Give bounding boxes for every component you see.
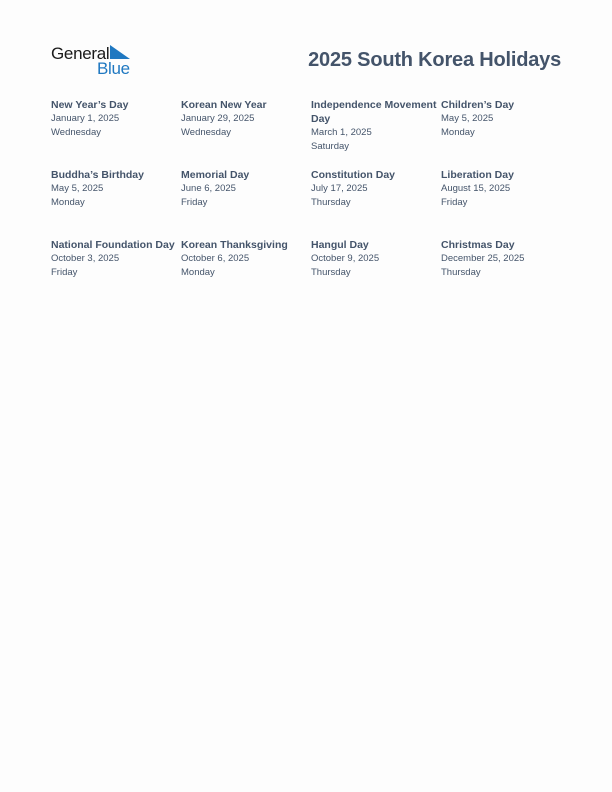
holiday-name: Children’s Day [441, 99, 515, 111]
holiday-item [181, 168, 311, 238]
holiday-weekday: Thursday [311, 196, 351, 208]
holiday-weekday: Friday [181, 196, 208, 208]
logo-general-text: General [51, 44, 110, 63]
logo-blue-text: Blue [97, 59, 130, 78]
holiday-grid [51, 98, 571, 308]
holiday-date: October 6, 2025 [181, 253, 250, 264]
holiday-name: Memorial Day [181, 169, 250, 181]
holiday-date: July 17, 2025 [311, 183, 368, 194]
holiday-name: Constitution Day [311, 169, 395, 181]
holiday-item [51, 98, 181, 168]
holiday-weekday: Thursday [311, 266, 351, 278]
holiday-name: Korean New Year [181, 99, 267, 111]
holiday-name: Independence Movement Day [311, 99, 437, 125]
holiday-item [51, 168, 181, 238]
holiday-weekday: Monday [181, 266, 215, 278]
holiday-weekday: Monday [441, 126, 475, 138]
holiday-item [311, 168, 441, 238]
holiday-date: January 29, 2025 [181, 113, 255, 124]
holiday-name: New Year’s Day [51, 99, 129, 111]
page-title: 2025 South Korea Holidays [308, 49, 561, 71]
holiday-name: Liberation Day [441, 169, 514, 181]
holiday-item [181, 238, 311, 308]
holiday-date: March 1, 2025 [311, 127, 372, 138]
holiday-item [181, 98, 311, 168]
holiday-name: Christmas Day [441, 239, 515, 251]
holiday-weekday: Monday [51, 196, 85, 208]
holiday-weekday: Thursday [441, 266, 481, 278]
holiday-name: National Foundation Day [51, 239, 175, 251]
holiday-item [441, 98, 571, 168]
holiday-date: January 1, 2025 [51, 113, 120, 124]
generalblue-logo [51, 44, 141, 78]
holiday-date: May 5, 2025 [441, 113, 494, 124]
holiday-name: Hangul Day [311, 239, 369, 251]
logo-flag-icon [110, 45, 130, 59]
holiday-date: October 9, 2025 [311, 253, 380, 264]
holiday-item [51, 238, 181, 308]
holiday-date: December 25, 2025 [441, 253, 525, 264]
holiday-weekday: Friday [441, 196, 468, 208]
holiday-weekday: Wednesday [181, 126, 231, 138]
holiday-name: Buddha’s Birthday [51, 169, 144, 181]
holiday-item [311, 98, 441, 168]
holiday-item [311, 238, 441, 308]
holiday-date: October 3, 2025 [51, 253, 120, 264]
holiday-weekday: Wednesday [51, 126, 101, 138]
holiday-weekday: Friday [51, 266, 78, 278]
holiday-weekday: Saturday [311, 140, 350, 152]
holiday-item [441, 238, 571, 308]
holiday-date: May 5, 2025 [51, 183, 104, 194]
holiday-date: June 6, 2025 [181, 183, 236, 194]
holiday-item [441, 168, 571, 238]
holiday-date: August 15, 2025 [441, 183, 511, 194]
holiday-name: Korean Thanksgiving [181, 239, 288, 251]
